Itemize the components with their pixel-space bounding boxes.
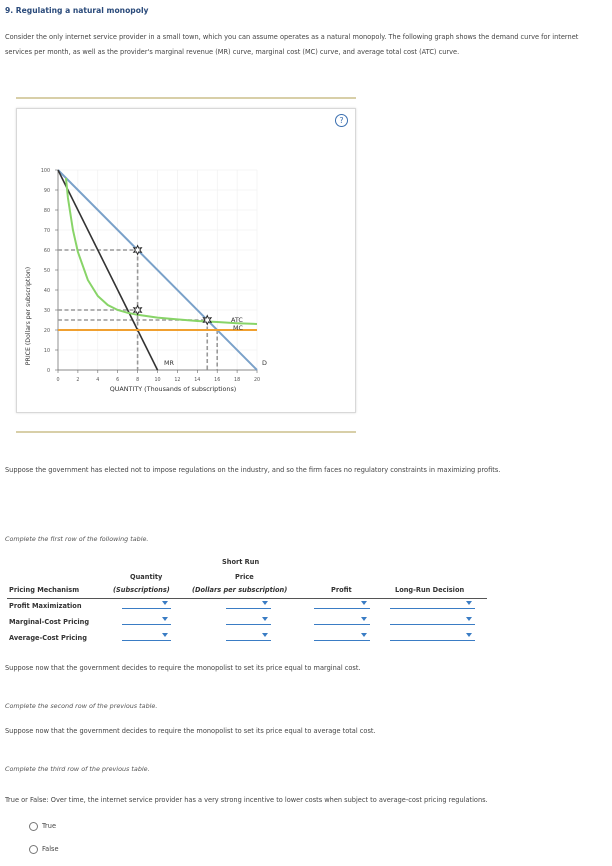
dropdown-ac-pricing-profit[interactable] (314, 632, 370, 641)
curve-atc (66, 178, 257, 324)
chevron-down-icon (262, 633, 268, 637)
dropdown-profit-max-price[interactable] (226, 600, 271, 609)
dropdown-profit-max-profit[interactable] (314, 600, 370, 609)
chevron-down-icon (361, 617, 367, 621)
dropdown-profit-max-long-run[interactable] (390, 600, 475, 609)
dropdown-mc-pricing-quantity[interactable] (122, 616, 171, 625)
instruction-1: Complete the first row of the following table. (5, 535, 149, 543)
monopoly-chart (16, 108, 354, 411)
dropdown-mc-pricing-price[interactable] (226, 616, 271, 625)
scenario-3-text: Suppose now that the government decides to require the monopolist to set its price equal to average total cost. (5, 727, 376, 735)
dropdown-mc-pricing-long-run[interactable] (390, 616, 475, 625)
mc-label: MC (233, 324, 243, 332)
chevron-down-icon (466, 617, 472, 621)
table-header-rule (7, 598, 487, 599)
dropdown-ac-pricing-quantity[interactable] (122, 632, 171, 641)
divider-bottom (16, 431, 356, 433)
chevron-down-icon (262, 601, 268, 605)
option-true-label: True (42, 822, 57, 830)
x-tick-label: 10 (154, 378, 161, 383)
y-tick-label: 40 (43, 288, 50, 294)
row-profit-max: Profit Maximization (9, 602, 82, 610)
short-run-header: Short Run (222, 558, 260, 566)
x-tick-label: 16 (214, 378, 221, 383)
option-false-label: False (42, 845, 59, 853)
x-tick-label: 6 (116, 378, 120, 383)
y-tick-label: 0 (46, 368, 50, 374)
long-run-header: Long-Run Decision (395, 586, 465, 594)
chevron-down-icon (162, 633, 168, 637)
question-title: 9. Regulating a natural monopoly (5, 6, 149, 15)
point-marker-star (134, 306, 142, 315)
quantity-header-2: (Subscriptions) (113, 586, 170, 594)
x-tick-label: 0 (56, 378, 60, 383)
divider-top (16, 97, 356, 99)
chevron-down-icon (361, 633, 367, 637)
mechanism-header: Pricing Mechanism (9, 586, 80, 594)
instruction-3: Complete the third row of the previous table. (5, 765, 150, 773)
x-tick-label: 14 (194, 378, 201, 383)
x-tick-label: 2 (76, 378, 80, 383)
x-axis-label: QUANTITY (Thousands of subscriptions) (109, 385, 237, 393)
chevron-down-icon (162, 601, 168, 605)
x-tick-label: 8 (136, 378, 140, 383)
x-tick-label: 20 (253, 378, 261, 383)
profit-header: Profit (331, 586, 352, 594)
y-tick-label: 10 (43, 348, 50, 354)
y-tick-label: 90 (43, 188, 50, 194)
row-ac-pricing: Average-Cost Pricing (9, 634, 87, 642)
quantity-header-1: Quantity (130, 573, 163, 581)
chevron-down-icon (262, 617, 268, 621)
chevron-down-icon (466, 601, 472, 605)
y-tick-label: 70 (43, 228, 50, 234)
scenario-1-text: Suppose the government has elected not to impose regulations on the industry, and so the firm faces no regulatory constraints in maximizing profits. (5, 466, 501, 474)
y-tick-label: 20 (43, 328, 50, 334)
dropdown-ac-pricing-price[interactable] (226, 632, 271, 641)
y-tick-label: 50 (43, 268, 50, 274)
x-tick-label: 12 (174, 378, 181, 383)
demand-label: D (262, 359, 267, 367)
radio-false[interactable] (29, 845, 38, 854)
instruction-2: Complete the second row of the previous table. (5, 702, 158, 710)
help-icon[interactable]: ? (335, 114, 348, 127)
chevron-down-icon (466, 633, 472, 637)
y-tick-label: 60 (43, 248, 50, 254)
y-axis-label: PRICE (Dollars per subscription) (25, 266, 32, 366)
y-tick-label: 30 (43, 308, 50, 314)
chevron-down-icon (361, 601, 367, 605)
atc-label: ATC (231, 316, 243, 324)
x-tick-label: 18 (234, 378, 241, 383)
dropdown-mc-pricing-profit[interactable] (314, 616, 370, 625)
x-tick-label: 4 (96, 378, 100, 383)
y-tick-label: 80 (43, 208, 50, 214)
point-marker (134, 306, 142, 315)
price-header-1: Price (235, 573, 254, 581)
intro-text: Consider the only internet service provider in a small town, which you can assume operates as a natural monopoly. The following graph shows the demand curve for internet services per month, as well as the provider's marginal revenue (MR) curve, marginal cost (MC) curve, and average total cost (ATC) curve. (5, 33, 579, 56)
scenario-2-text: Suppose now that the government decides to require the monopolist to set its price equal to marginal cost. (5, 664, 361, 672)
mr-label: MR (164, 359, 174, 367)
row-mc-pricing: Marginal-Cost Pricing (9, 618, 90, 626)
price-header-2: (Dollars per subscription) (192, 586, 288, 594)
chevron-down-icon (162, 617, 168, 621)
true-false-question: True or False: Over time, the internet service provider has a very strong incentive to lower costs when subject to average-cost pricing regulations. (5, 796, 488, 804)
dropdown-profit-max-quantity[interactable] (122, 600, 171, 609)
radio-true[interactable] (29, 822, 38, 831)
dropdown-ac-pricing-long-run[interactable] (390, 632, 475, 641)
y-tick-label: 100 (40, 168, 50, 174)
